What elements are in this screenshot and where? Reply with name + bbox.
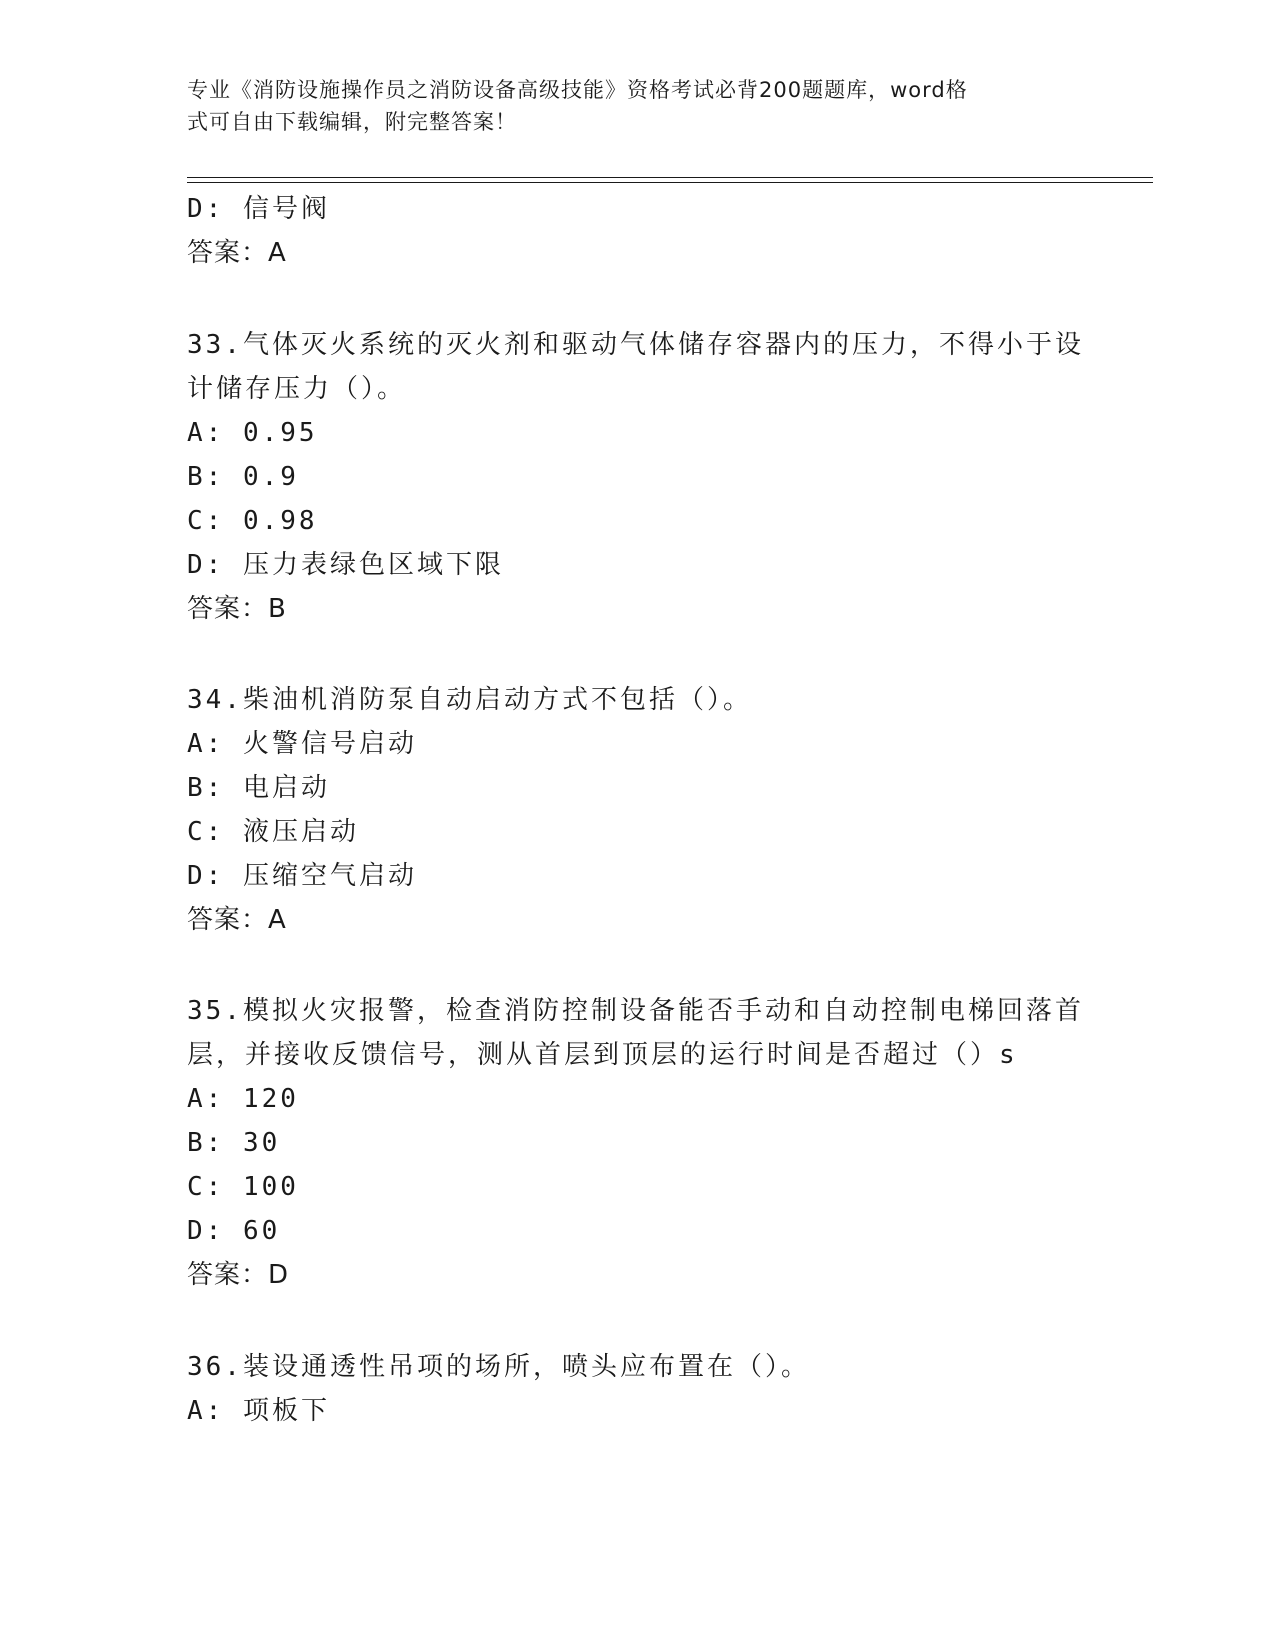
q33-option-d: D: 压力表绿色区域下限 — [187, 550, 504, 580]
q36-option-a: A: 项板下 — [187, 1396, 330, 1426]
q33-option-a: A: 0.95 — [187, 418, 318, 448]
q35-stem-line-2: 层，并接收反馈信号，测从首层到顶层的运行时间是否超过（）s — [187, 1040, 1018, 1070]
q33-option-b: B: 0.9 — [187, 462, 299, 492]
q34-option-d: D: 压缩空气启动 — [187, 861, 417, 891]
q35-answer: 答案：D — [187, 1260, 290, 1290]
q32-option-d: D: 信号阀 — [187, 194, 330, 224]
header-line-2: 式可自由下载编辑，附完整答案！ — [187, 110, 517, 134]
q35-option-c: C: 100 — [187, 1172, 299, 1202]
q34-option-b: B: 电启动 — [187, 773, 330, 803]
q32-answer: 答案：A — [187, 238, 287, 268]
document-header — [187, 74, 1067, 138]
q34-answer: 答案：A — [187, 905, 287, 935]
q35-option-d: D: 60 — [187, 1216, 281, 1246]
header-divider-bottom — [187, 182, 1153, 183]
header-line-1: 专业《消防设施操作员之消防设备高级技能》资格考试必背200题题库，word格 — [187, 78, 968, 102]
q33-answer: 答案：B — [187, 594, 287, 624]
q35-option-b: B: 30 — [187, 1128, 281, 1158]
q34-stem-line-1: 34.柴油机消防泵自动启动方式不包括（）。 — [187, 685, 752, 715]
q35-stem-line-1: 35.模拟火灾报警，检查消防控制设备能否手动和自动控制电梯回落首 — [187, 996, 1084, 1026]
q34-option-c: C: 液压启动 — [187, 817, 359, 847]
q33-option-c: C: 0.98 — [187, 506, 318, 536]
q33-stem-line-1: 33.气体灭火系统的灭火剂和驱动气体储存容器内的压力，不得小于设 — [187, 330, 1084, 360]
q33-stem-line-2: 计储存压力（）。 — [187, 374, 407, 404]
q34-option-a: A: 火警信号启动 — [187, 729, 417, 759]
q36-stem-line-1: 36.装设通透性吊项的场所，喷头应布置在（）。 — [187, 1352, 810, 1382]
header-divider-top — [187, 177, 1153, 178]
q35-option-a: A: 120 — [187, 1084, 299, 1114]
